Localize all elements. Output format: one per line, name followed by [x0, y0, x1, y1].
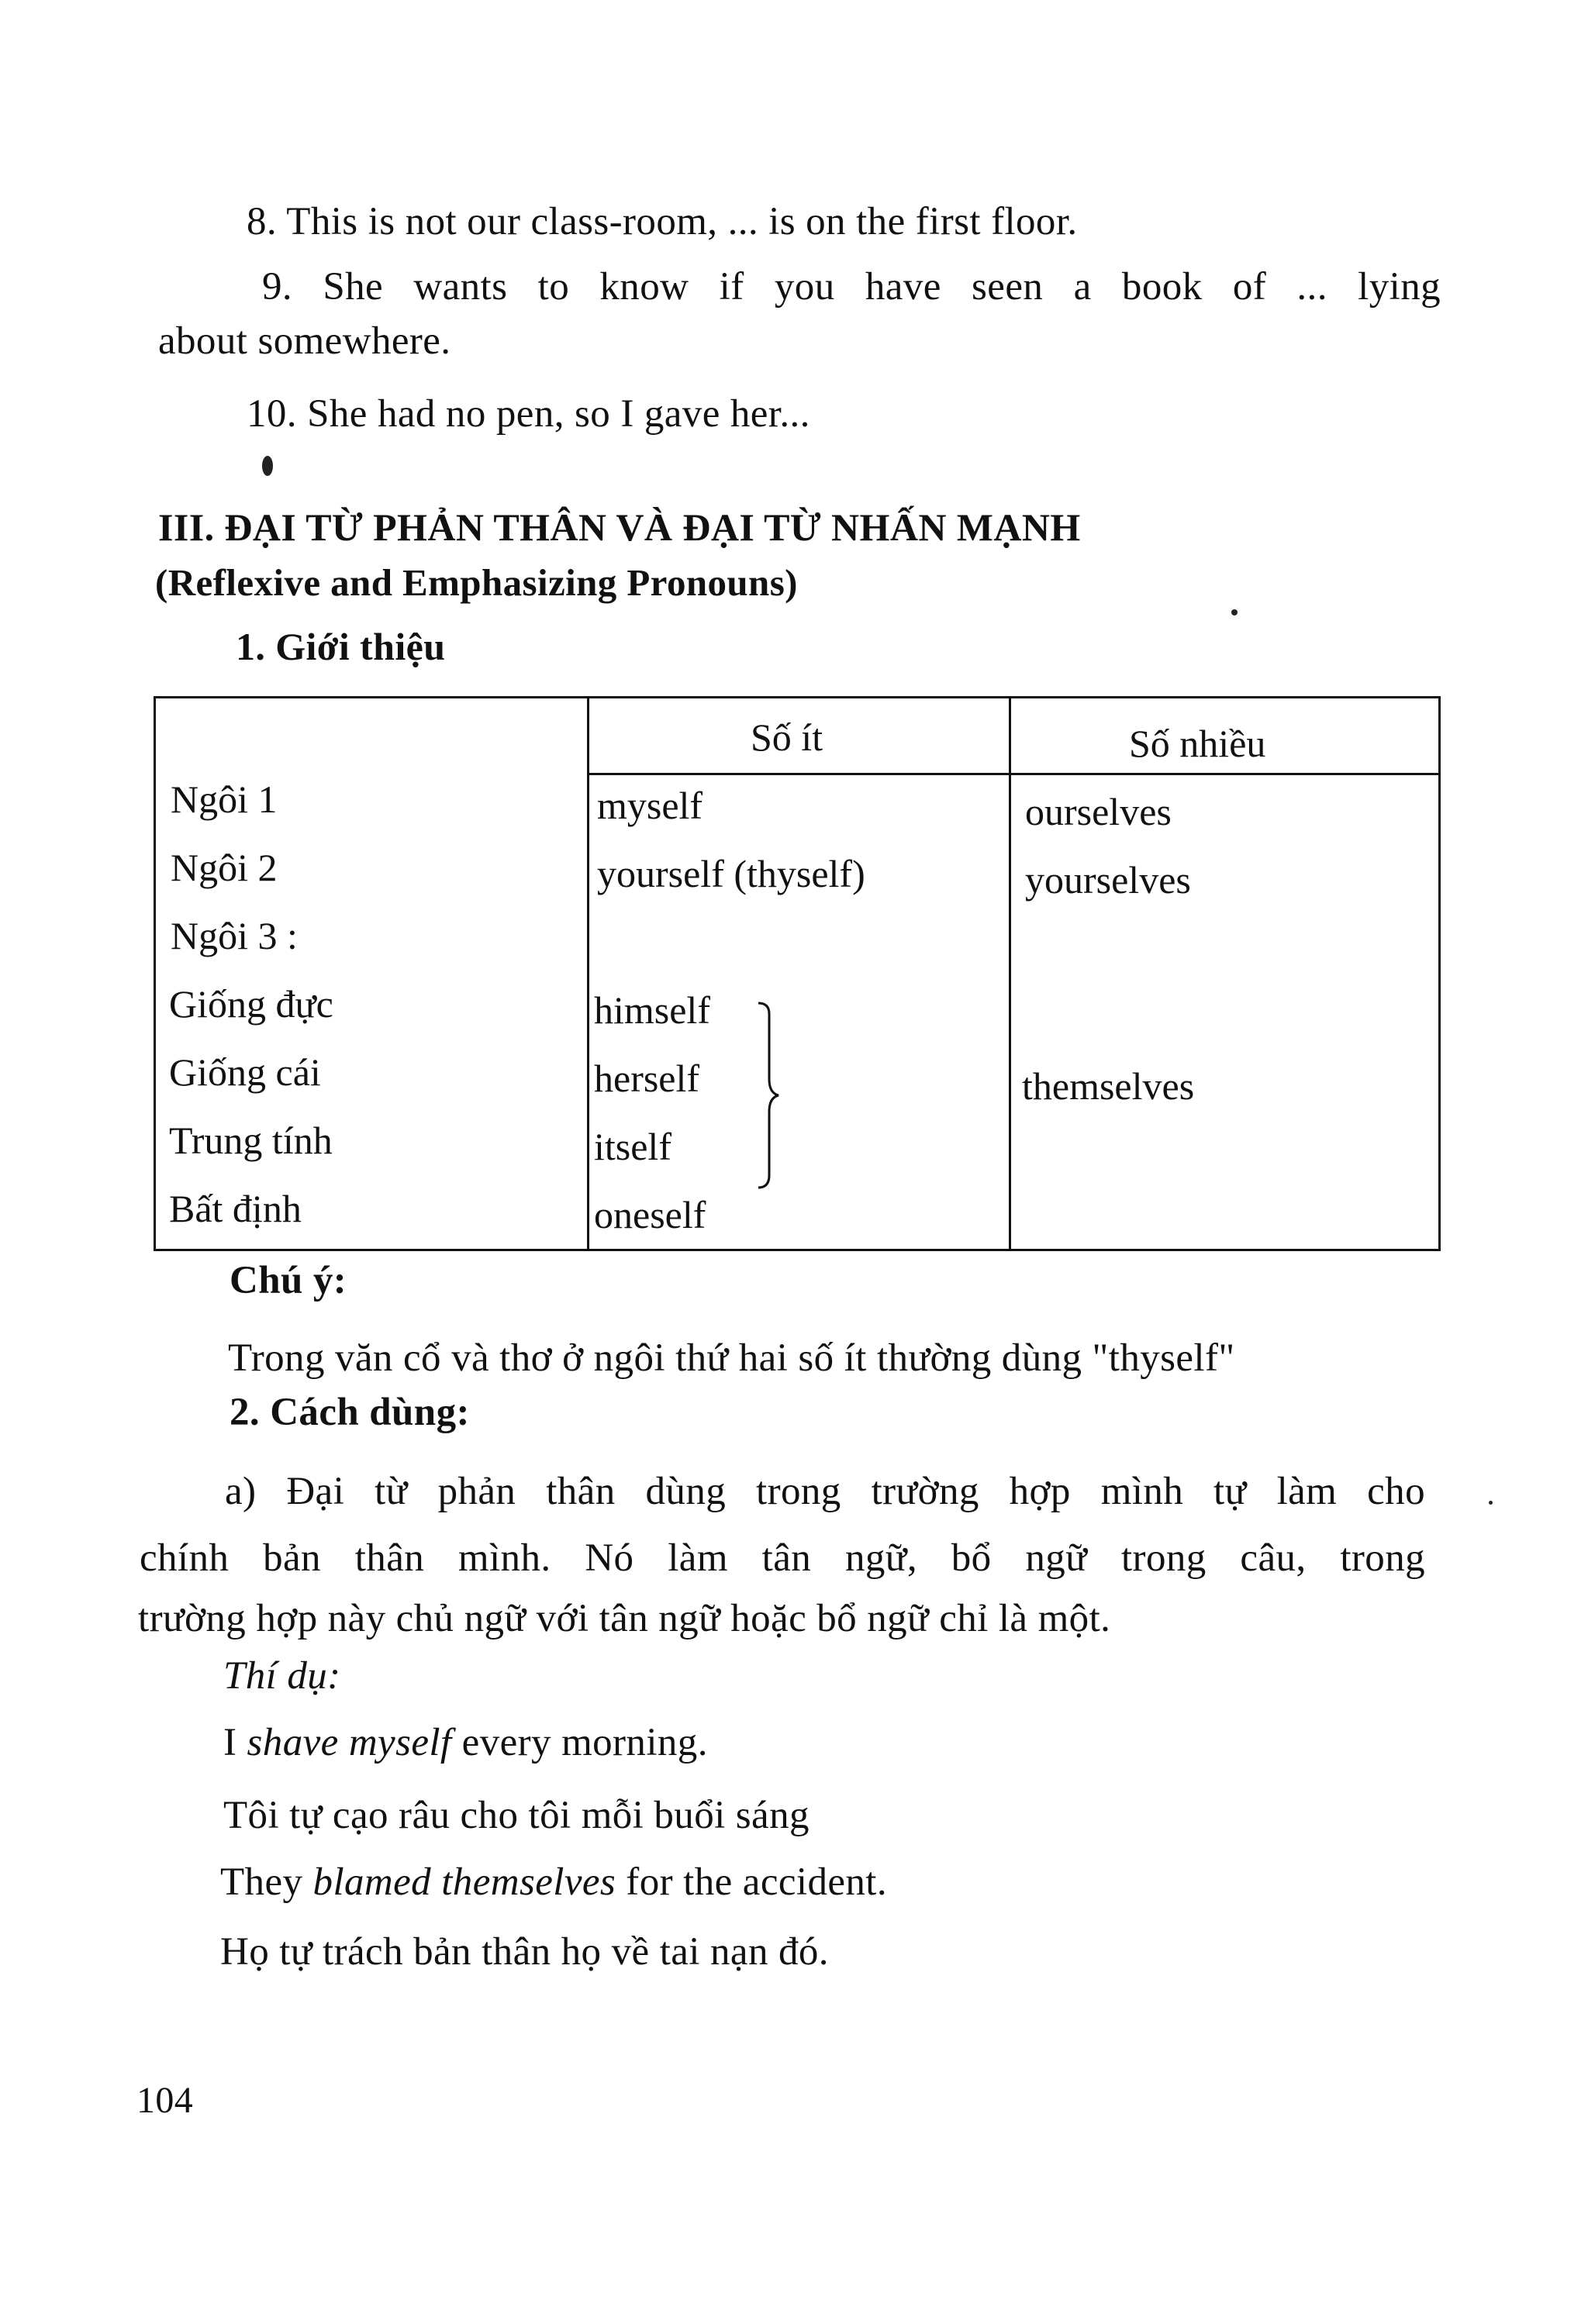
example-translation: Họ tự trách bản thân họ về tai nạn đó. [220, 1930, 829, 1974]
exercise-item-9: 9. She wants to know if you have seen a book of ... lying [262, 265, 1441, 309]
example-text: They [220, 1860, 313, 1904]
table-divider [1009, 698, 1011, 1249]
example-label: Thí dụ: [223, 1654, 341, 1698]
example-text: I [223, 1721, 247, 1764]
usage-paragraph-line: chính bản thân mình. Nó làm tân ngữ, bổ ngữ trong câu, trong [140, 1536, 1425, 1580]
singular-cell: myself [597, 784, 703, 827]
singular-cell: oneself [594, 1193, 706, 1236]
grouping-brace [754, 998, 800, 1192]
plural-cell: yourselves [1025, 858, 1191, 902]
note-title: Chú ý: [230, 1259, 347, 1302]
intro-title: 1. Giới thiệu [236, 625, 446, 668]
row-label: Ngôi 2 [171, 846, 278, 889]
example-text: every morning. [451, 1721, 708, 1764]
row-label: Ngôi 1 [171, 778, 278, 821]
table-divider [587, 698, 589, 1249]
section-subheading: (Reflexive and Emphasizing Pronouns) [155, 561, 798, 604]
col-header-plural: Số nhiều [1129, 722, 1266, 765]
singular-cell: itself [594, 1125, 671, 1168]
row-label: Bất định [169, 1187, 302, 1230]
section-heading: III. ĐẠI TỪ PHẢN THÂN VÀ ĐẠI TỪ NHẤN MẠNH [158, 505, 1081, 549]
example-translation: Tôi tự cạo râu cho tôi mỗi buổi sáng [223, 1794, 810, 1837]
page-number: 104 [136, 2080, 194, 2121]
usage-paragraph-line: a) Đại từ phản thân dùng trong trường hợp mình tự làm cho [225, 1470, 1425, 1513]
plural-cell: ourselves [1025, 790, 1172, 833]
exercise-item-8: 8. This is not our class-room, ... is on the first floor. [247, 200, 1078, 243]
note-text: Trong văn cổ và thơ ở ngôi thứ hai số ít thường dùng "thyself" [228, 1336, 1235, 1380]
exercise-item-10: 10. She had no pen, so I gave her... [247, 392, 810, 436]
singular-cell: himself [594, 988, 710, 1032]
row-label: Giống đực [169, 982, 333, 1026]
scan-speck [1489, 1501, 1493, 1505]
singular-cell: herself [594, 1057, 700, 1100]
scan-speck [262, 456, 273, 476]
example-text: for the accident. [616, 1860, 888, 1904]
scan-speck [1231, 609, 1238, 615]
row-label: Trung tính [169, 1119, 333, 1162]
example-sentence [220, 1859, 887, 1905]
row-label: Ngôi 3 : [171, 914, 298, 957]
exercise-item-9-continuation: about somewhere. [158, 319, 451, 363]
usage-title: 2. Cách dùng: [230, 1391, 470, 1434]
col-header-singular: Số ít [751, 715, 823, 759]
example-emphasis: shave myself [247, 1721, 452, 1764]
row-label: Giống cái [169, 1050, 321, 1094]
table-header-rule [587, 773, 1438, 775]
plural-cell: themselves [1022, 1064, 1195, 1108]
example-sentence [223, 1719, 708, 1766]
example-emphasis: blamed themselves [312, 1860, 616, 1904]
usage-paragraph-line: trường hợp này chủ ngữ với tân ngữ hoặc bổ ngữ chỉ là một. [138, 1597, 1111, 1640]
singular-cell: yourself (thyself) [597, 852, 865, 895]
